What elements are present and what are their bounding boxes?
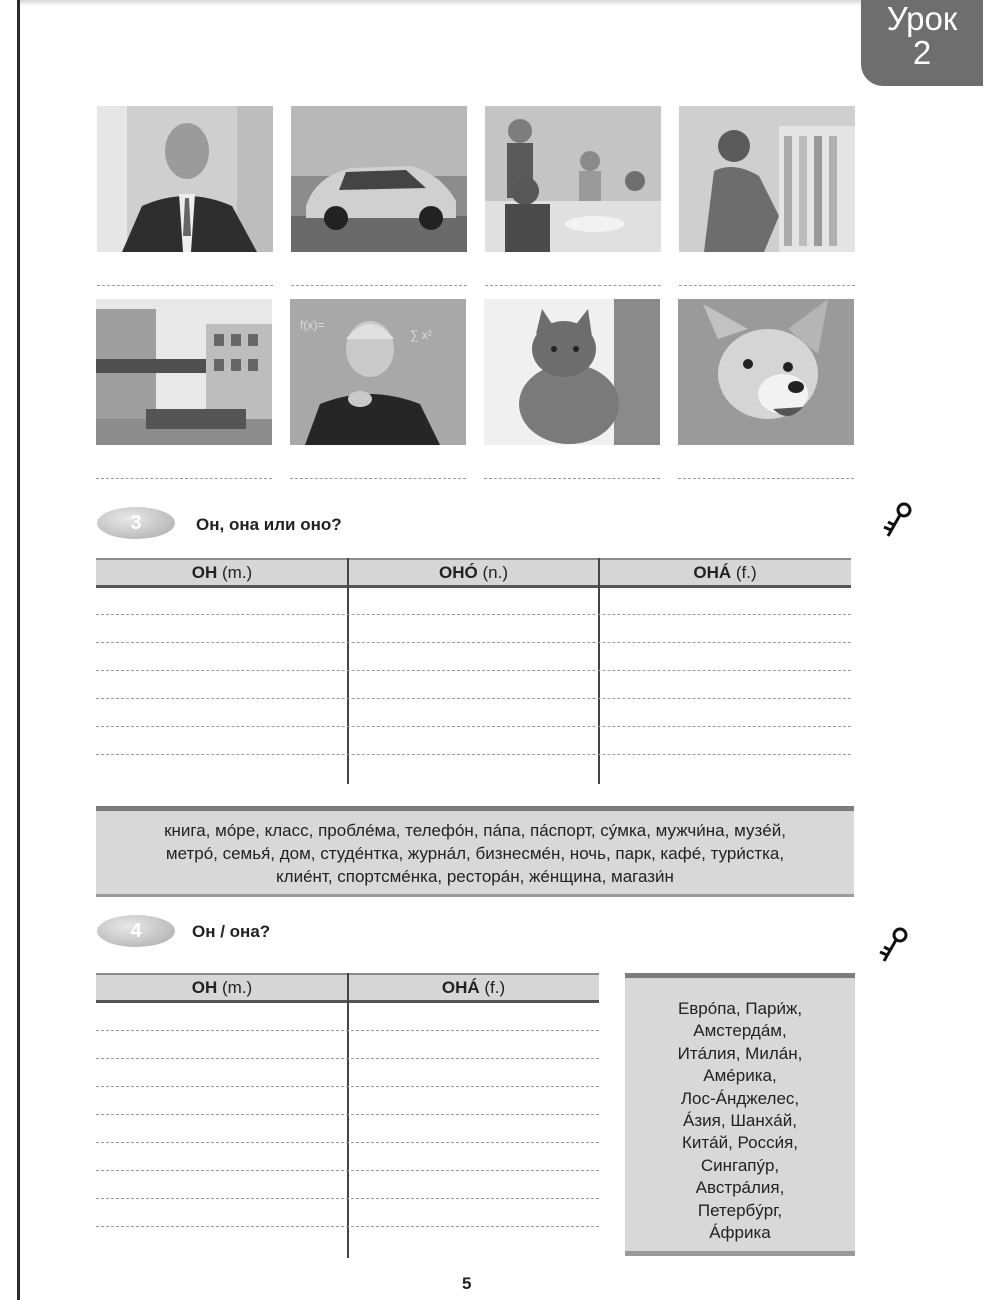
exercise-3-title: Он, она или оно? (196, 515, 342, 534)
table-row[interactable] (96, 698, 851, 699)
lesson-tab (861, 0, 983, 86)
svg-text:f(x)=: f(x)= (300, 318, 325, 332)
column-header-on (96, 973, 348, 1003)
place-list-line: Амстердáм, (693, 1021, 787, 1041)
column-header-word: ОН (191, 978, 218, 997)
word-list-line: клиéнт, спортсмéнка, ресторáн, жéнщина, магази́н (276, 867, 674, 886)
answer-line[interactable] (97, 285, 273, 286)
column-header-abbr: (m.) (222, 978, 253, 997)
answer-line[interactable] (290, 478, 466, 479)
top-shadow (20, 0, 880, 6)
school-building-photo (96, 299, 272, 445)
place-list-line: Петербýрг, (697, 1200, 783, 1220)
column-divider (347, 558, 349, 784)
table-row[interactable] (96, 642, 851, 643)
column-header-abbr: (n.) (482, 563, 508, 582)
column-header-word: ОН (191, 563, 218, 582)
dog-photo (678, 299, 854, 445)
place-list-line: Сингапýр, (700, 1155, 780, 1175)
page-binding-edge (17, 0, 20, 1300)
page-number: 5 (462, 1274, 472, 1293)
word-list-line: книга, мóре, класс, проблéма, телефóн, пáпа, пáспорт, сýмка, мужчи́на, музéй, (164, 821, 786, 840)
answer-line[interactable] (485, 285, 661, 286)
answer-line[interactable] (96, 478, 272, 479)
column-header-abbr: (m.) (222, 563, 253, 582)
exercise-3-number-badge: 3 (97, 507, 175, 539)
car-photo (291, 106, 467, 252)
column-header-word: ОНÓ (439, 563, 478, 582)
column-header-abbr: (f.) (735, 563, 757, 582)
column-header-word: ОНÁ (693, 563, 732, 582)
column-header-ona (599, 558, 851, 588)
lesson-tab-word: Урок (886, 0, 958, 37)
table-row[interactable] (96, 670, 851, 671)
family-dinner-photo (485, 106, 661, 252)
column-divider (598, 558, 600, 784)
column-header-on (96, 558, 348, 588)
answer-line[interactable] (484, 478, 660, 479)
table-row[interactable] (96, 1170, 599, 1171)
table-row[interactable] (96, 1114, 599, 1115)
place-list-line: Австрáлия, (695, 1178, 785, 1198)
word-list-box (96, 806, 854, 897)
teacher-photo (290, 299, 466, 445)
place-list-line: Амéрика, (703, 1066, 777, 1086)
exercise-4-number-badge: 4 (97, 915, 175, 947)
answer-line[interactable] (678, 478, 854, 479)
table-row[interactable] (96, 1030, 599, 1031)
key-icon[interactable] (876, 925, 910, 965)
woman-shopping-photo (679, 106, 855, 252)
place-list-box (625, 973, 855, 1256)
place-list-line: Китáй, Росси́я, (681, 1133, 799, 1153)
place-list-line: Áзия, Шанхáй, (683, 1111, 797, 1131)
word-list-line: метрó, семья́, дом, студéнтка, журнáл, бизнесмéн, ночь, парк, кафé, тури́стка, (165, 844, 785, 863)
svg-text:∑ x²: ∑ x² (410, 328, 432, 342)
table-row[interactable] (96, 754, 851, 755)
answer-line[interactable] (679, 285, 855, 286)
column-divider (347, 973, 349, 1258)
table-row[interactable] (96, 1198, 599, 1199)
answer-line[interactable] (291, 285, 467, 286)
column-header-word: ОНÁ (441, 978, 480, 997)
place-list-line: Áфрика (709, 1223, 771, 1243)
place-list-line: Итáлия, Милáн, (677, 1043, 803, 1063)
table-row[interactable] (96, 726, 851, 727)
table-row[interactable] (96, 1086, 599, 1087)
lesson-tab-number: 2 (912, 34, 932, 71)
place-list-line: Лос-Áнджелес, (680, 1088, 800, 1108)
cat-photo (484, 299, 660, 445)
table-row[interactable] (96, 614, 851, 615)
place-list-line: Еврóпа, Пари́ж, (677, 999, 803, 1018)
key-icon[interactable] (880, 500, 914, 540)
table-row[interactable] (96, 1226, 599, 1227)
businessman-photo (97, 106, 273, 252)
exercise-4-title: Он / она? (192, 922, 271, 941)
table-row[interactable] (96, 1142, 599, 1143)
column-header-ono (348, 558, 599, 588)
column-header-ona (348, 973, 599, 1003)
table-row[interactable] (96, 1058, 599, 1059)
column-header-abbr: (f.) (484, 978, 506, 997)
